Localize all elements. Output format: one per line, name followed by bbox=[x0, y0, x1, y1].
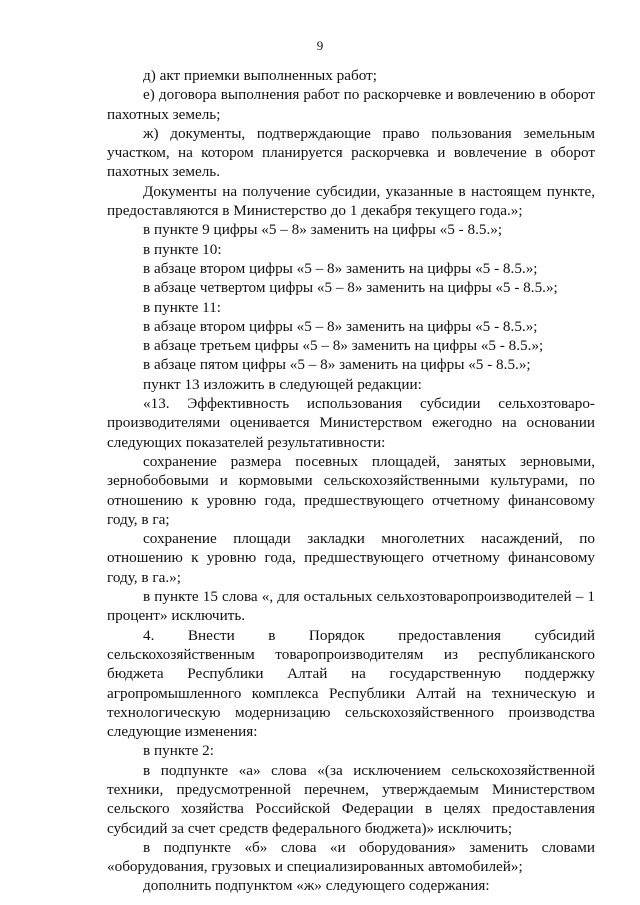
paragraph: е) договора выполнения работ по раскорчевке и вовлечению в оборот пахотных земель; bbox=[107, 86, 595, 123]
paragraph: д) акт приемки выполненных работ; bbox=[143, 67, 377, 84]
paragraph: в подпункте «б» слова «и оборудования» заменить словами «оборудования, грузовых и специализированных автомобилей»; bbox=[107, 838, 595, 876]
paragraph: в пункте 9 цифры «5 – 8» заменить на цифры «5 - 8.5.»; bbox=[143, 221, 503, 239]
paragraph: в абзаце четвертом цифры «5 – 8» заменить на цифры «5 - 8.5.»; bbox=[143, 279, 558, 297]
paragraph: дополнить подпунктом «ж» следующего содержания: bbox=[143, 877, 490, 895]
paragraph: в пункте 10: bbox=[143, 240, 222, 258]
document-body bbox=[107, 66, 595, 896]
paragraph: в пункте 2: bbox=[143, 742, 214, 760]
paragraph: сохранение площади закладки многолетних насаждений, по отношению к уровню года, предшествующего отчетному финансовому году, в га.»; bbox=[107, 530, 595, 586]
paragraph: в подпункте «а» слова «(за исключением сельскохозяйственной техники, предусмотренной перечнем, утверждаемым Министерством сельского хозяйства Российской Федерации в целях предоставления субсидий за счет средств федерального бюджета)» исключить; bbox=[107, 761, 595, 837]
paragraph: ж) документы, подтверждающие право пользования земельным участком, на котором планируется раскорчевка и вовлечение в оборот пахотных земель. bbox=[107, 124, 595, 181]
paragraph: пункт 13 изложить в следующей редакции: bbox=[143, 375, 422, 393]
paragraph: в абзаце пятом цифры «5 – 8» заменить на цифры «5 - 8.5.»; bbox=[143, 356, 531, 374]
paragraph: в пункте 11: bbox=[143, 298, 222, 316]
paragraph: в абзаце третьем цифры «5 – 8» заменить на цифры «5 - 8.5.»; bbox=[143, 337, 544, 355]
paragraph: сохранение размера посевных площадей, занятых зерновыми, зернобобовыми и кормовыми сельскохозяйственными культурами, по отношению к уровню года, предшествующего отчетному финансовому году, в га; bbox=[107, 452, 595, 528]
paragraph: «13. Эффективность использования субсидии сельхозтоваро-производителями оценивается Министерством ежегодно на основании следующих показателей результативности: bbox=[107, 395, 595, 451]
paragraph: Документы на получение субсидии, указанные в настоящем пункте, предоставляются в Министерство до 1 декабря текущего года.»; bbox=[107, 182, 595, 220]
paragraph: в абзаце втором цифры «5 – 8» заменить на цифры «5 - 8.5.»; bbox=[143, 259, 538, 277]
paragraph: 4. Внести в Порядок предоставления субсидий сельскохозяйственным товаропроизводителям из республиканского бюджета Республики Алтай на государственную поддержку агропромышленного комплекса Республики Алтай на техническую и технологическую модернизацию сельскохозяйственного производства следующие изменения: bbox=[107, 626, 595, 741]
paragraph: в абзаце втором цифры «5 – 8» заменить на цифры «5 - 8.5.»; bbox=[143, 317, 538, 335]
page-number: 9 bbox=[316, 38, 324, 53]
paragraph: в пункте 15 слова «, для остальных сельхозтоваропроизводителей – 1 процент» исключить. bbox=[107, 588, 595, 625]
